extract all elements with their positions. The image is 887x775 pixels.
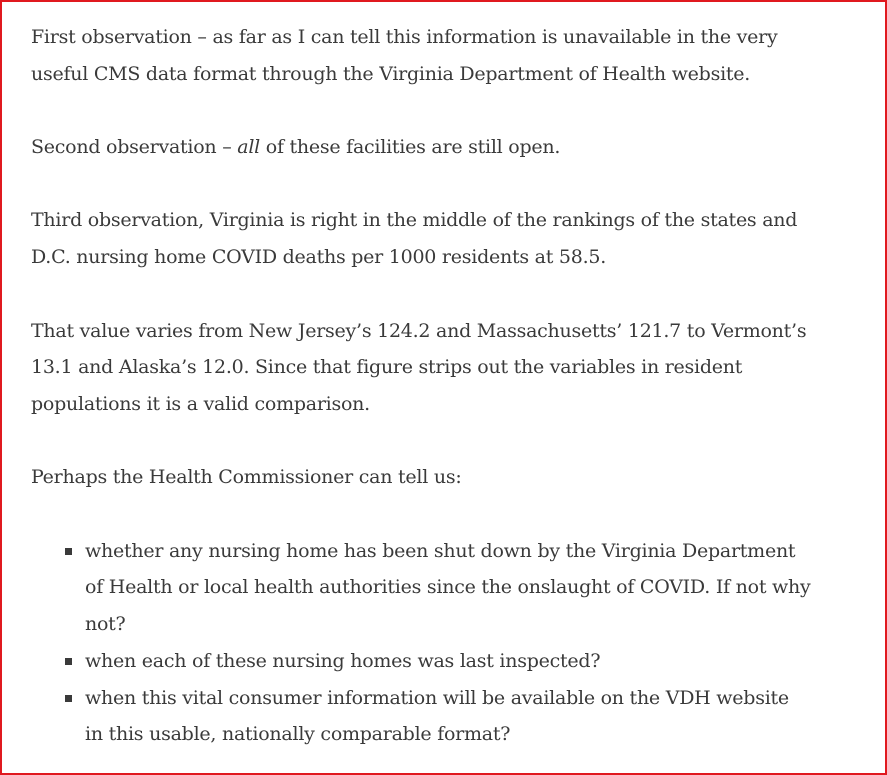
square-bullet-icon: [65, 658, 72, 665]
paragraph-value-comparison: That value varies from New Jersey’s 124.2 and Massachusetts’ 121.7 to Vermont’s 13.1 and Alaska’s 12.0. Since that figure strips out the variables in resident populations it is a valid comparison.: [31, 319, 807, 415]
second-observation-lead: Second observation –: [31, 136, 238, 159]
article-body: [31, 19, 811, 753]
list-item: [85, 680, 811, 753]
question-text: whether any nursing home has been shut down by the Virginia Department of Health or local health authorities since the onslaught of COVID. If not why not?: [85, 539, 811, 636]
square-bullet-icon: [65, 695, 72, 702]
second-observation-emphasis: all: [237, 136, 260, 159]
paragraph-commissioner-intro: Perhaps the Health Commissioner can tell us:: [31, 466, 462, 489]
list-item: [85, 643, 811, 680]
question-text: when each of these nursing homes was last inspected?: [85, 649, 601, 672]
paragraph-third-observation: Third observation, Virginia is right in the middle of the rankings of the states and D.C. nursing home COVID deaths per 1000 residents at 58.5.: [31, 209, 798, 269]
second-observation-tail: of these facilities are still open.: [259, 136, 561, 159]
question-list: [31, 533, 811, 753]
paragraph-first-observation: First observation – as far as I can tell this information is unavailable in the very useful CMS data format through the Virginia Department of Health website.: [31, 26, 778, 85]
list-item: [85, 533, 811, 643]
question-text: when this vital consumer information will be available on the VDH website in this usable, nationally comparable format?: [85, 686, 789, 746]
paragraph-second-observation: [31, 129, 811, 166]
square-bullet-icon: [65, 548, 72, 555]
